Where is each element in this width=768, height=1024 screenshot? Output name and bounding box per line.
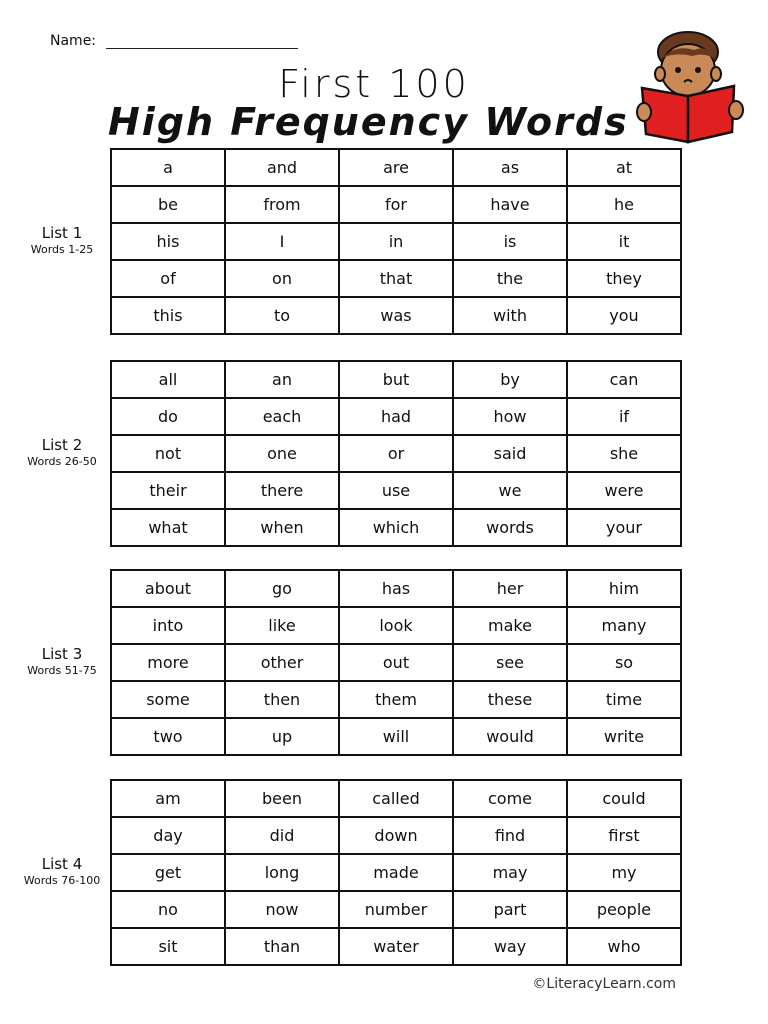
word-cell: make — [453, 607, 567, 644]
list-title: List 3 — [41, 645, 83, 663]
word-cell: many — [567, 607, 681, 644]
word-cell: who — [567, 928, 681, 965]
list-label — [10, 224, 114, 257]
table-row — [111, 607, 681, 644]
word-cell: use — [339, 472, 453, 509]
word-cell: see — [453, 644, 567, 681]
word-cell: more — [111, 644, 225, 681]
word-cell: it — [567, 223, 681, 260]
word-cell: then — [225, 681, 339, 718]
word-cell: for — [339, 186, 453, 223]
table-row — [111, 472, 681, 509]
title-line-1: First 100 — [278, 62, 470, 106]
word-cell: with — [453, 297, 567, 334]
word-cell: would — [453, 718, 567, 755]
table-row — [111, 644, 681, 681]
word-cell: did — [225, 817, 339, 854]
word-table — [110, 569, 682, 756]
table-row — [111, 509, 681, 546]
copyright: ©LiteracyLearn.com — [532, 976, 676, 992]
word-cell: their — [111, 472, 225, 509]
word-cell: find — [453, 817, 567, 854]
word-cell: that — [339, 260, 453, 297]
word-cell: am — [111, 780, 225, 817]
word-cell: are — [339, 149, 453, 186]
word-cell: up — [225, 718, 339, 755]
word-cell: has — [339, 570, 453, 607]
list-label — [10, 645, 114, 678]
word-cell: you — [567, 297, 681, 334]
word-cell: now — [225, 891, 339, 928]
table-row — [111, 718, 681, 755]
list-label — [10, 855, 114, 888]
word-cell: is — [453, 223, 567, 260]
table-row — [111, 361, 681, 398]
word-cell: like — [225, 607, 339, 644]
word-cell: was — [339, 297, 453, 334]
word-cell: number — [339, 891, 453, 928]
word-cell: long — [225, 854, 339, 891]
word-cell: him — [567, 570, 681, 607]
word-cell: so — [567, 644, 681, 681]
table-row — [111, 928, 681, 965]
list-subtitle: Words 51-75 — [27, 664, 97, 677]
word-cell: not — [111, 435, 225, 472]
list-title: List 4 — [41, 855, 83, 873]
word-cell: to — [225, 297, 339, 334]
list-subtitle: Words 76-100 — [23, 874, 101, 887]
list-title: List 2 — [41, 436, 83, 454]
word-cell: an — [225, 361, 339, 398]
word-cell: when — [225, 509, 339, 546]
list-title: List 1 — [41, 224, 83, 242]
list-subtitle: Words 26-50 — [27, 455, 97, 468]
word-table — [110, 360, 682, 547]
word-table — [110, 779, 682, 966]
word-table — [110, 148, 682, 335]
name-field[interactable] — [50, 33, 298, 49]
word-cell: your — [567, 509, 681, 546]
list-label — [10, 436, 114, 469]
word-cell: each — [225, 398, 339, 435]
word-cell: been — [225, 780, 339, 817]
table-row — [111, 681, 681, 718]
table-row — [111, 817, 681, 854]
word-cell: on — [225, 260, 339, 297]
table-row — [111, 435, 681, 472]
word-cell: as — [453, 149, 567, 186]
word-cell: out — [339, 644, 453, 681]
table-row — [111, 149, 681, 186]
word-cell: part — [453, 891, 567, 928]
word-cell: his — [111, 223, 225, 260]
word-cell: water — [339, 928, 453, 965]
word-cell: can — [567, 361, 681, 398]
word-cell: in — [339, 223, 453, 260]
title-line-2: High Frequency Words — [108, 100, 629, 144]
table-row — [111, 854, 681, 891]
word-cell: there — [225, 472, 339, 509]
word-cell: all — [111, 361, 225, 398]
word-cell: look — [339, 607, 453, 644]
word-cell: we — [453, 472, 567, 509]
word-cell: at — [567, 149, 681, 186]
word-cell: had — [339, 398, 453, 435]
word-cell: they — [567, 260, 681, 297]
word-cell: write — [567, 718, 681, 755]
word-cell: two — [111, 718, 225, 755]
word-cell: no — [111, 891, 225, 928]
child-reading-book-icon — [636, 30, 746, 148]
word-cell: he — [567, 186, 681, 223]
word-cell: way — [453, 928, 567, 965]
word-cell: down — [339, 817, 453, 854]
word-cell: I — [225, 223, 339, 260]
word-cell: but — [339, 361, 453, 398]
word-cell: she — [567, 435, 681, 472]
table-row — [111, 891, 681, 928]
word-cell: than — [225, 928, 339, 965]
word-cell: some — [111, 681, 225, 718]
word-cell: the — [453, 260, 567, 297]
table-row — [111, 780, 681, 817]
word-cell: could — [567, 780, 681, 817]
word-cell: from — [225, 186, 339, 223]
word-cell: said — [453, 435, 567, 472]
name-label: Name: — [50, 33, 97, 49]
word-cell: were — [567, 472, 681, 509]
table-row — [111, 186, 681, 223]
word-cell: and — [225, 149, 339, 186]
word-cell: or — [339, 435, 453, 472]
word-cell: first — [567, 817, 681, 854]
word-cell: my — [567, 854, 681, 891]
word-cell: called — [339, 780, 453, 817]
word-cell: words — [453, 509, 567, 546]
name-line[interactable] — [106, 34, 298, 49]
table-row — [111, 297, 681, 334]
word-cell: how — [453, 398, 567, 435]
table-row — [111, 223, 681, 260]
word-cell: a — [111, 149, 225, 186]
word-cell: about — [111, 570, 225, 607]
word-cell: into — [111, 607, 225, 644]
word-cell: come — [453, 780, 567, 817]
word-cell: be — [111, 186, 225, 223]
word-cell: them — [339, 681, 453, 718]
word-cell: these — [453, 681, 567, 718]
word-cell: sit — [111, 928, 225, 965]
word-cell: do — [111, 398, 225, 435]
word-cell: one — [225, 435, 339, 472]
word-cell: day — [111, 817, 225, 854]
word-cell: which — [339, 509, 453, 546]
word-cell: this — [111, 297, 225, 334]
word-cell: other — [225, 644, 339, 681]
word-cell: made — [339, 854, 453, 891]
word-cell: get — [111, 854, 225, 891]
table-row — [111, 570, 681, 607]
word-cell: people — [567, 891, 681, 928]
word-cell: if — [567, 398, 681, 435]
word-cell: will — [339, 718, 453, 755]
word-cell: by — [453, 361, 567, 398]
word-cell: what — [111, 509, 225, 546]
word-cell: have — [453, 186, 567, 223]
word-cell: may — [453, 854, 567, 891]
word-cell: time — [567, 681, 681, 718]
table-row — [111, 398, 681, 435]
word-cell: go — [225, 570, 339, 607]
table-row — [111, 260, 681, 297]
word-cell: her — [453, 570, 567, 607]
word-cell: of — [111, 260, 225, 297]
list-subtitle: Words 1-25 — [30, 243, 94, 256]
